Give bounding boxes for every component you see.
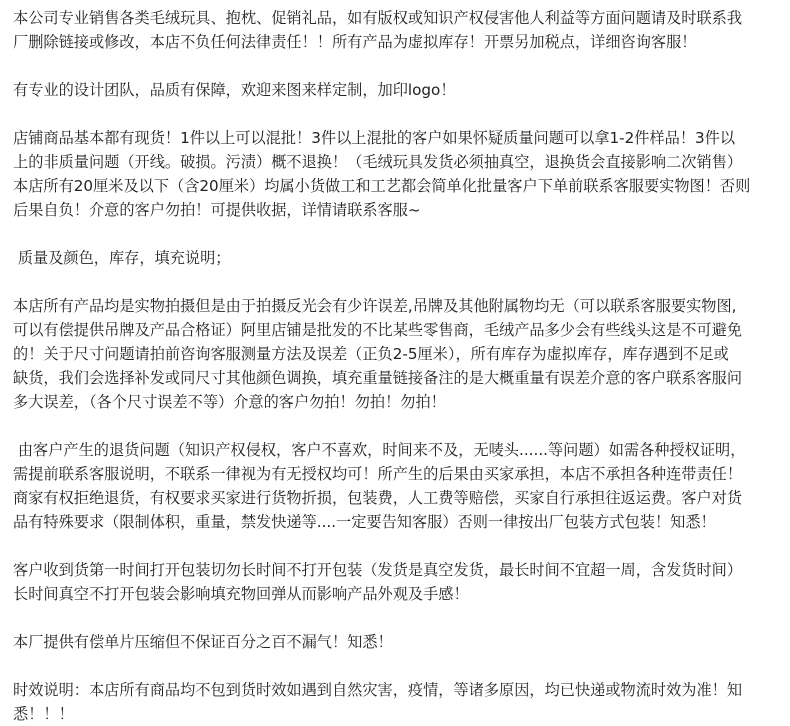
- paragraph-design-team: [13, 78, 783, 102]
- section-heading-quality: [13, 246, 783, 270]
- text-line: 可以有偿提供吊牌及产品合格证）阿里店铺是批发的不比某些零售商，毛绒产品多少会有些线头这是不可避免: [13, 321, 742, 339]
- paragraph-return-policy: [13, 438, 783, 534]
- paragraph-copyright-notice: [13, 6, 783, 54]
- text-line: 商家有权拒绝退货，有权要求买家进行货物折损，包装费，人工费等赔偿，买家自行承担往返运费。客户对货: [13, 489, 742, 507]
- text-line: 上的非质量问题（开线。破损。污渍）概不退换！（毛绒玩具发货必须抽真空，退换货会直接影响二次销售）: [13, 153, 742, 171]
- text-line: 厂删除链接或修改，本店不负任何法律责任！！所有产品为虚拟库存！开票另加税点，详细咨询客服！: [13, 33, 697, 51]
- paragraph-compression: [13, 630, 783, 654]
- text-line: 需提前联系客服说明，不联系一律视为有无授权均可！所产生的后果由买家承担，本店不承担各种连带责任！: [13, 465, 742, 483]
- notice-document: [13, 6, 783, 726]
- text-line: 本公司专业销售各类毛绒玩具、抱枕、促销礼品，如有版权或知识产权侵害他人利益等方面问题请及时联系我: [13, 9, 742, 27]
- text-line: 由客户产生的退货问题（知识产权侵权，客户不喜欢，时间来不及，无唛头......等问题）如需各种授权证明，: [13, 441, 746, 459]
- text-line: 有专业的设计团队，品质有保障，欢迎来图来样定制，加印logo！: [13, 81, 456, 99]
- paragraph-unpacking: [13, 558, 783, 606]
- text-line: 长时间真空不打开包装会影响填充物回弹从而影响产品外观及手感！: [13, 585, 469, 603]
- paragraph-stock-and-returns: [13, 126, 783, 222]
- section-heading: 质量及颜色，库存，填充说明；: [13, 249, 231, 267]
- text-line: 本厂提供有偿单片压缩但不保证百分之百不漏气！知悉！: [13, 633, 393, 651]
- paragraph-delivery-time: [13, 678, 783, 726]
- text-line: 本店所有产品均是实物拍摄但是由于拍摄反光会有少许误差,吊牌及其他附属物均无（可以联系客服要实物图,: [13, 297, 737, 315]
- text-line: 多大误差，（各个尺寸误差不等）介意的客户勿拍！勿拍！勿拍！: [13, 393, 446, 411]
- text-line: 客户收到货第一时间打开包装切勿长时间不打开包装（发货是真空发货，最长时间不宜超一周，含发货时间）: [13, 561, 742, 579]
- text-line: 品有特殊要求（限制体积，重量，禁发快递等....一定要告知客服）否则一律按出厂包装方式包装！知悉！: [13, 513, 716, 531]
- text-line: 后果自负！介意的客户勿拍！可提供收据，详情请联系客服~: [13, 201, 421, 219]
- paragraph-quality-details: [13, 294, 783, 414]
- text-line: 缺货，我们会选择补发或同尺寸其他颜色调换，填充重量链接备注的是大概重量有误差介意的客户联系客服问: [13, 369, 742, 387]
- text-line: 店铺商品基本都有现货！1件以上可以混批！3件以上混批的客户如果怀疑质量问题可以拿1-2件样品！3件以: [13, 129, 736, 147]
- text-line: 悉！！！: [13, 705, 74, 723]
- text-line: 时效说明：本店所有商品均不包到货时效如遇到自然灾害，疫情，等诸多原因，均已快递或物流时效为准！知: [13, 681, 742, 699]
- text-line: 本店所有20厘米及以下（含20厘米）均属小货做工和工艺都会简单化批量客户下单前联系客服要实物图！否则: [13, 177, 751, 195]
- text-line: 的！关于尺寸问题请拍前咨询客服测量方法及误差（正负2-5厘米），所有库存为虚拟库存，库存遇到不足或: [13, 345, 729, 363]
